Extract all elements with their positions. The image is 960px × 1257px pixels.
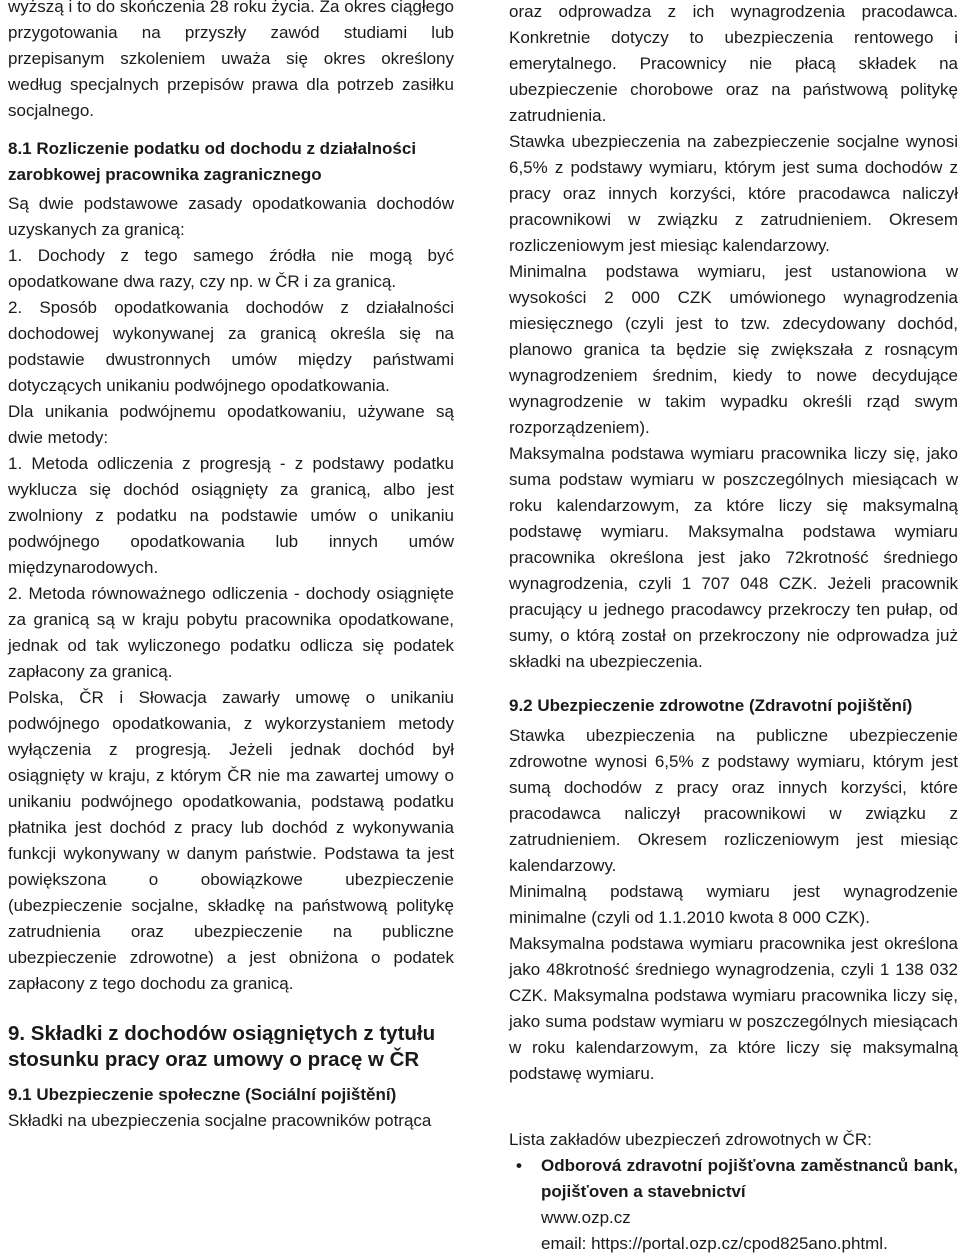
intro-paragraph: wyższą i to do skończenia 28 roku życia. Za okres ciągłego przygotowania na przyszły zawód studiami lub przepisanym szkoleniem uważa się okres określony według specjalnych przepisów prawa dla potrzeb zasiłku socjalnego. (8, 0, 454, 120)
paragraph: Polska, ČR i Słowacja zawarły umowę o unikaniu podwójnego opodatkowania, z wykorzystaniem metody wyłączenia z progresją. Jeżeli jednak dochód był osiągnięty w kraju, z którym ČR nie ma zawartej umowy o unikaniu podwójnego opodatkowania, podstawą podatku płatnika jest dochód z pracy lub dochód z wykonywania funkcji wykonywany w danym państwie. Podstawa ta jest powiększona o obowiązkowe ubezpieczenie (ubezpieczenie socjalne, składkę na państwową politykę zatrudnienia oraz ubezpieczenie na publiczne ubezpieczenie zdrowotne) a jest obniżona o podatek zapłacony z tego dochodu za granicą. (8, 688, 454, 993)
bullet-icon: • (516, 1155, 522, 1175)
insurer-email-link[interactable]: email: https://portal.ozp.cz/cpod825ano.phtml. (541, 1233, 888, 1253)
paragraph: Minimalna podstawa wymiaru, jest ustanowiona w wysokości 2 000 CZK umówionego wynagrodzenia miesięcznego (czyli jest to tzw. zdecydowany dochód, planowo granica ta będzie się zwiększała z rosnącym wynagrodzeniem średnim, kiedy to nowe decydujące wynagrodzenie w takim wypadku określi rząd swym rozporządzeniem). (509, 262, 958, 437)
right-column (509, 0, 958, 1257)
list-item (509, 1153, 958, 1257)
paragraph: Stawka ubezpieczenia na zabezpieczenie socjalne wynosi 6,5% z podstawy wymiaru, którym jest suma dochodów z pracy oraz innych korzyści, które pracodawca naliczył pracownikowi w związku z zatrudnieniem. Okresem rozliczeniowym jest miesiąc kalendarzowy. (509, 132, 958, 255)
left-column (8, 0, 454, 1134)
insurer-list (509, 1153, 958, 1257)
paragraph: Są dwie podstawowe zasady opodatkowania dochodów uzyskanych za granicą: (8, 194, 454, 239)
paragraph: Stawka ubezpieczenia na publiczne ubezpieczenie zdrowotne wynosi 6,5% z podstawy wymiaru, którym jest sumą dochodów z pracy oraz innych korzyści, które pracodawca naliczył pracownikowi w związku z zatrudnieniem. Okresem rozliczeniowym jest miesiąc kalendarzowy. (509, 725, 958, 875)
paragraph: Dla unikania podwójnemu opodatkowaniu, używane są dwie metody: (8, 402, 454, 447)
insurer-website-link[interactable]: www.ozp.cz (541, 1207, 631, 1227)
paragraph: Maksymalna podstawa wymiaru pracownika liczy się, jako suma podstaw wymiaru w poszczególnych miesiącach w roku kalendarzowym, za które liczy się maksymalną podstawę wymiaru. Maksymalna podstawa wymiaru pracownika określona jest jako 72krotność średniego wynagrodzenia, czyli 1 707 048 CZK. Jeżeli pracownik pracujący u jednego pracodawcy przekroczy ten pułap, od sumy, o którą został on przekroczony nie odprowadza już składki na ubezpieczenia. (509, 444, 958, 671)
paragraph: oraz odprowadza z ich wynagrodzenia pracodawca. Konkretnie dotyczy to ubezpieczenia rentowego i emerytalnego. Pracownicy nie płacą składek na ubezpieczenie chorobowe oraz na państwową politykę zatrudnienia. (509, 2, 958, 125)
heading-9-1: 9.1 Ubezpieczenie społeczne (Sociální pojištění) (8, 1085, 397, 1104)
paragraph: 1. Dochody z tego samego źródła nie mogą być opodatkowane dwa razy, czy np. w ČR i za granicą. (8, 246, 454, 291)
heading-9: 9. Składki z dochodów osiągniętych z tytułu stosunku pracy oraz umowy o pracę w ČR (8, 1022, 436, 1071)
paragraph: Składki na ubezpieczenia socjalne pracowników potrąca (8, 1110, 432, 1130)
insurer-name: Odborová zdravotní pojišťovna zaměstnanců bank, pojišťoven a stavebnictví (541, 1155, 958, 1201)
paragraph: 2. Sposób opodatkowania dochodów z działalności dochodowej wykonywanej za granicą określa się na podstawie dwustronnych umów między państwami dotyczących unikaniu podwójnego opodatkowania. (8, 298, 454, 395)
paragraph: 2. Metoda równoważnego odliczenia - dochody osiągnięte za granicą są w kraju pobytu pracownika opodatkowane, jednak od tak wyliczonego podatku odlicza się podatek zapłacony za granicą. (8, 584, 454, 681)
heading-9-2: 9.2 Ubezpieczenie zdrowotne (Zdravotní pojištění) (509, 696, 913, 715)
paragraph: 1. Metoda odliczenia z progresją - z podstawy podatku wyklucza się dochód osiągnięty za granicą, albo jest zwolniony z podatku na podstawie umów o unikaniu podwójnego opodatkowania lub innych umów międzynarodowych. (8, 454, 454, 577)
heading-8-1: 8.1 Rozliczenie podatku od dochodu z działalności zarobkowej pracownika zagranicznego (8, 139, 417, 184)
paragraph: Minimalną podstawą wymiaru jest wynagrodzenie minimalne (czyli od 1.1.2010 kwota 8 000 CZK). (509, 881, 958, 927)
list-intro: Lista zakładów ubezpieczeń zdrowotnych w ČR: (509, 1129, 872, 1149)
paragraph: Maksymalna podstawa wymiaru pracownika jest określona jako 48krotność średniego wynagrodzenia, czyli 1 138 032 CZK. Maksymalna podstawa wymiaru pracownika liczy się, jako suma podstaw wymiaru w poszczególnych miesiącach w roku kalendarzowym, za które liczy się maksymalną podstawę wymiaru. (509, 933, 958, 1083)
